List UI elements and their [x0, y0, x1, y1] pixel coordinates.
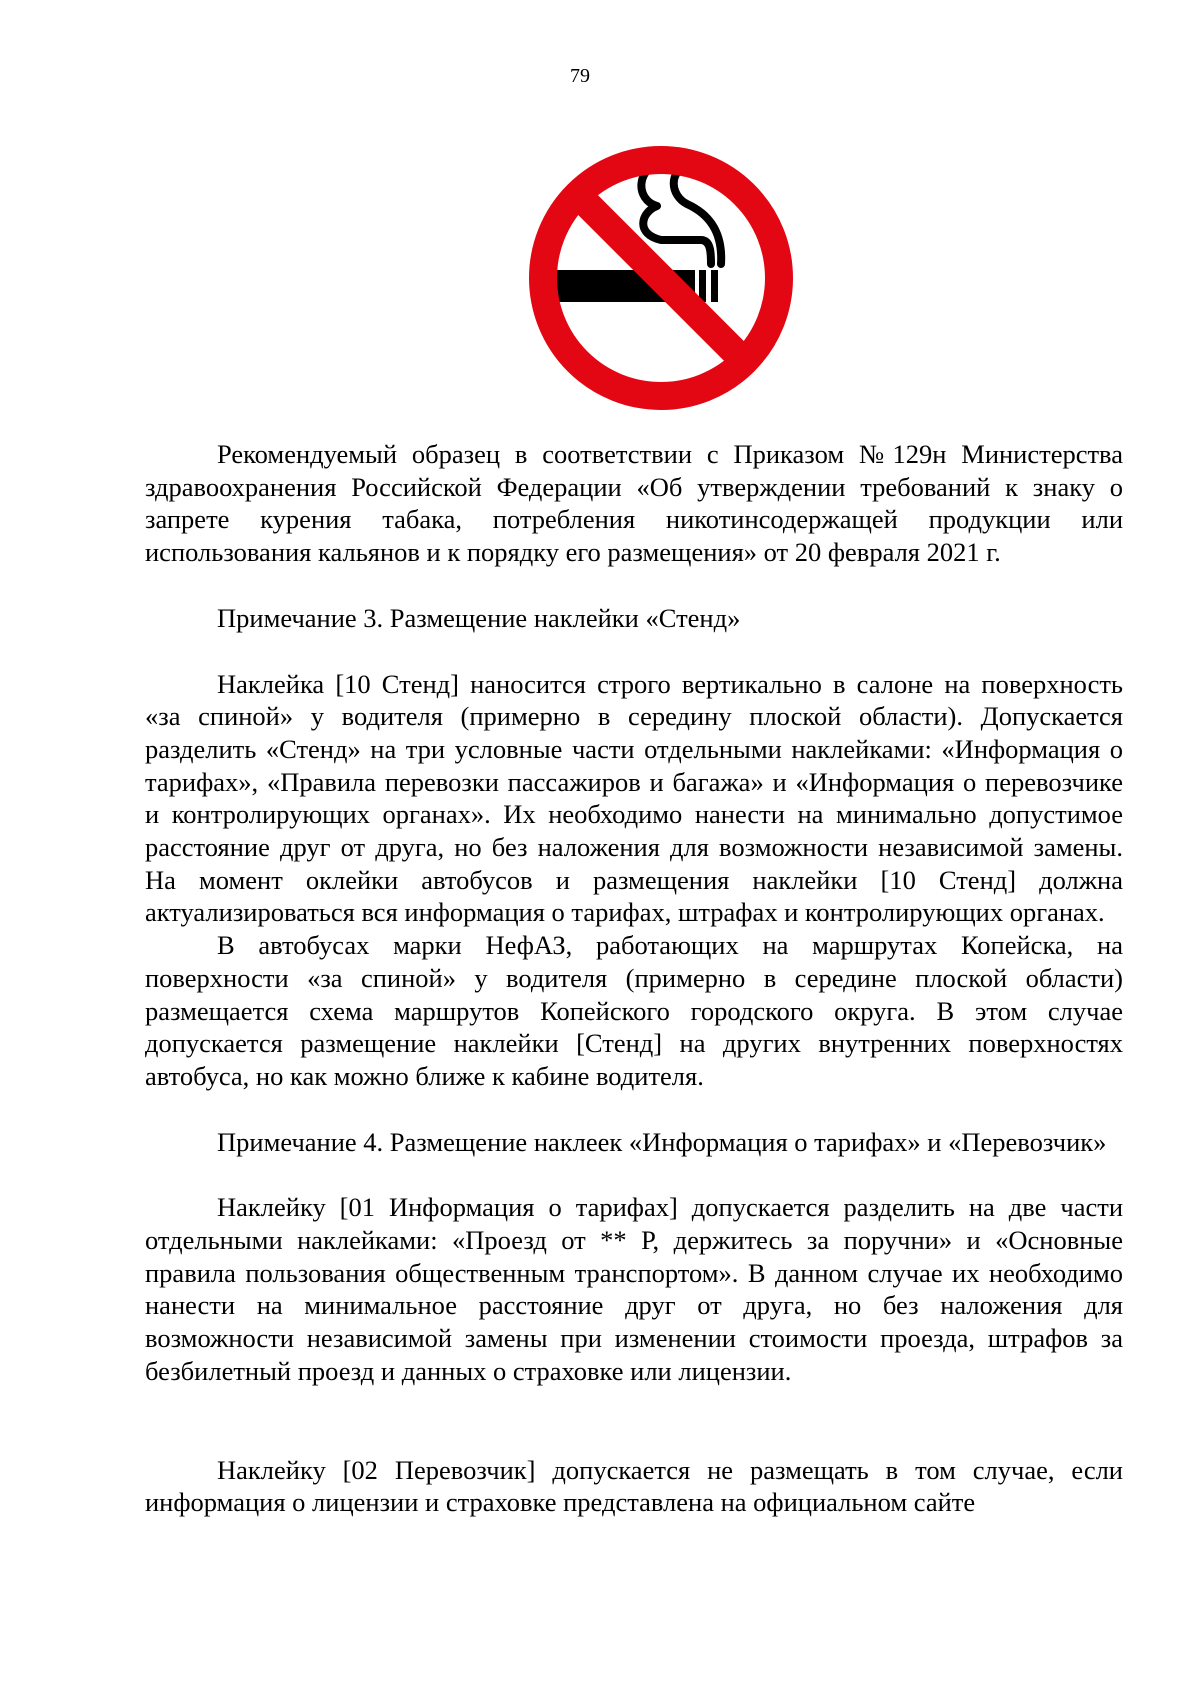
document-body: [145, 438, 1123, 1519]
paragraph: Наклейку [01 Информация о тарифах] допускается разделить на две части отдельными наклейками: «Проезд от ** Р, держитесь за поручни» и «Основные правила пользования общественным транспортом». В данном случае их необходимо нанести на минимальное расстояние друг от друга, но без наложения для возможности независимой замены при изменении стоимости проезда, штрафов за безбилетный проезд и данных о страховке или лицензии.: [145, 1192, 1123, 1386]
cigarette-tip-icon: [711, 270, 718, 302]
cigarette-tip-icon: [699, 270, 706, 302]
no-smoking-sign-icon: [525, 142, 797, 414]
paragraph: Наклейку [02 Перевозчик] допускается не размещать в том случае, если информация о лицензии и страховке представлена на официальном сайте: [145, 1454, 1123, 1518]
note-4-heading: Примечание 4. Размещение наклеек «Информация о тарифах» и «Перевозчик»: [217, 1126, 1107, 1157]
paragraph: В автобусах марки НефАЗ, работающих на маршрутах Копейска, на поверхности «за спиной» у водителя (примерно в середине плоской области) размещается схема маршрутов Копейского городского округа. В этом случае допускается размещение наклейки [Стенд] на других внутренних поверхностях автобуса, но как можно ближе к кабине водителя.: [145, 930, 1123, 1091]
sign-caption: Рекомендуемый образец в соответствии с Приказом №129н Министерства здравоохранения Российской Федерации «Об утверждении требований к знаку о запрете курения табака, потребления никотинсодержащей продукции или использования кальянов и к порядку его размещения» от 20 февраля 2021 г.: [145, 439, 1123, 568]
note-3-heading: Примечание 3. Размещение наклейки «Стенд»: [217, 602, 741, 633]
paragraph: Наклейка [10 Стенд] наносится строго вертикально в салоне на поверхность «за спиной» у водителя (примерно в середину плоской области). Допускается разделить «Стенд» на три условные части отдельными наклейками: «Информация о тарифах», «Правила перевозки пассажиров и багажа» и «Информация о перевозчике и контролирующих органах». Их необходимо нанести на минимально допустимое расстояние друг от друга, но без наложения для возможности независимой замены. На момент оклейки автобусов и размещения наклейки [10 Стенд] должна актуализироваться вся информация о тарифах, штрафах и контролирующих органах.: [145, 668, 1123, 928]
page-number: 79: [570, 65, 590, 87]
